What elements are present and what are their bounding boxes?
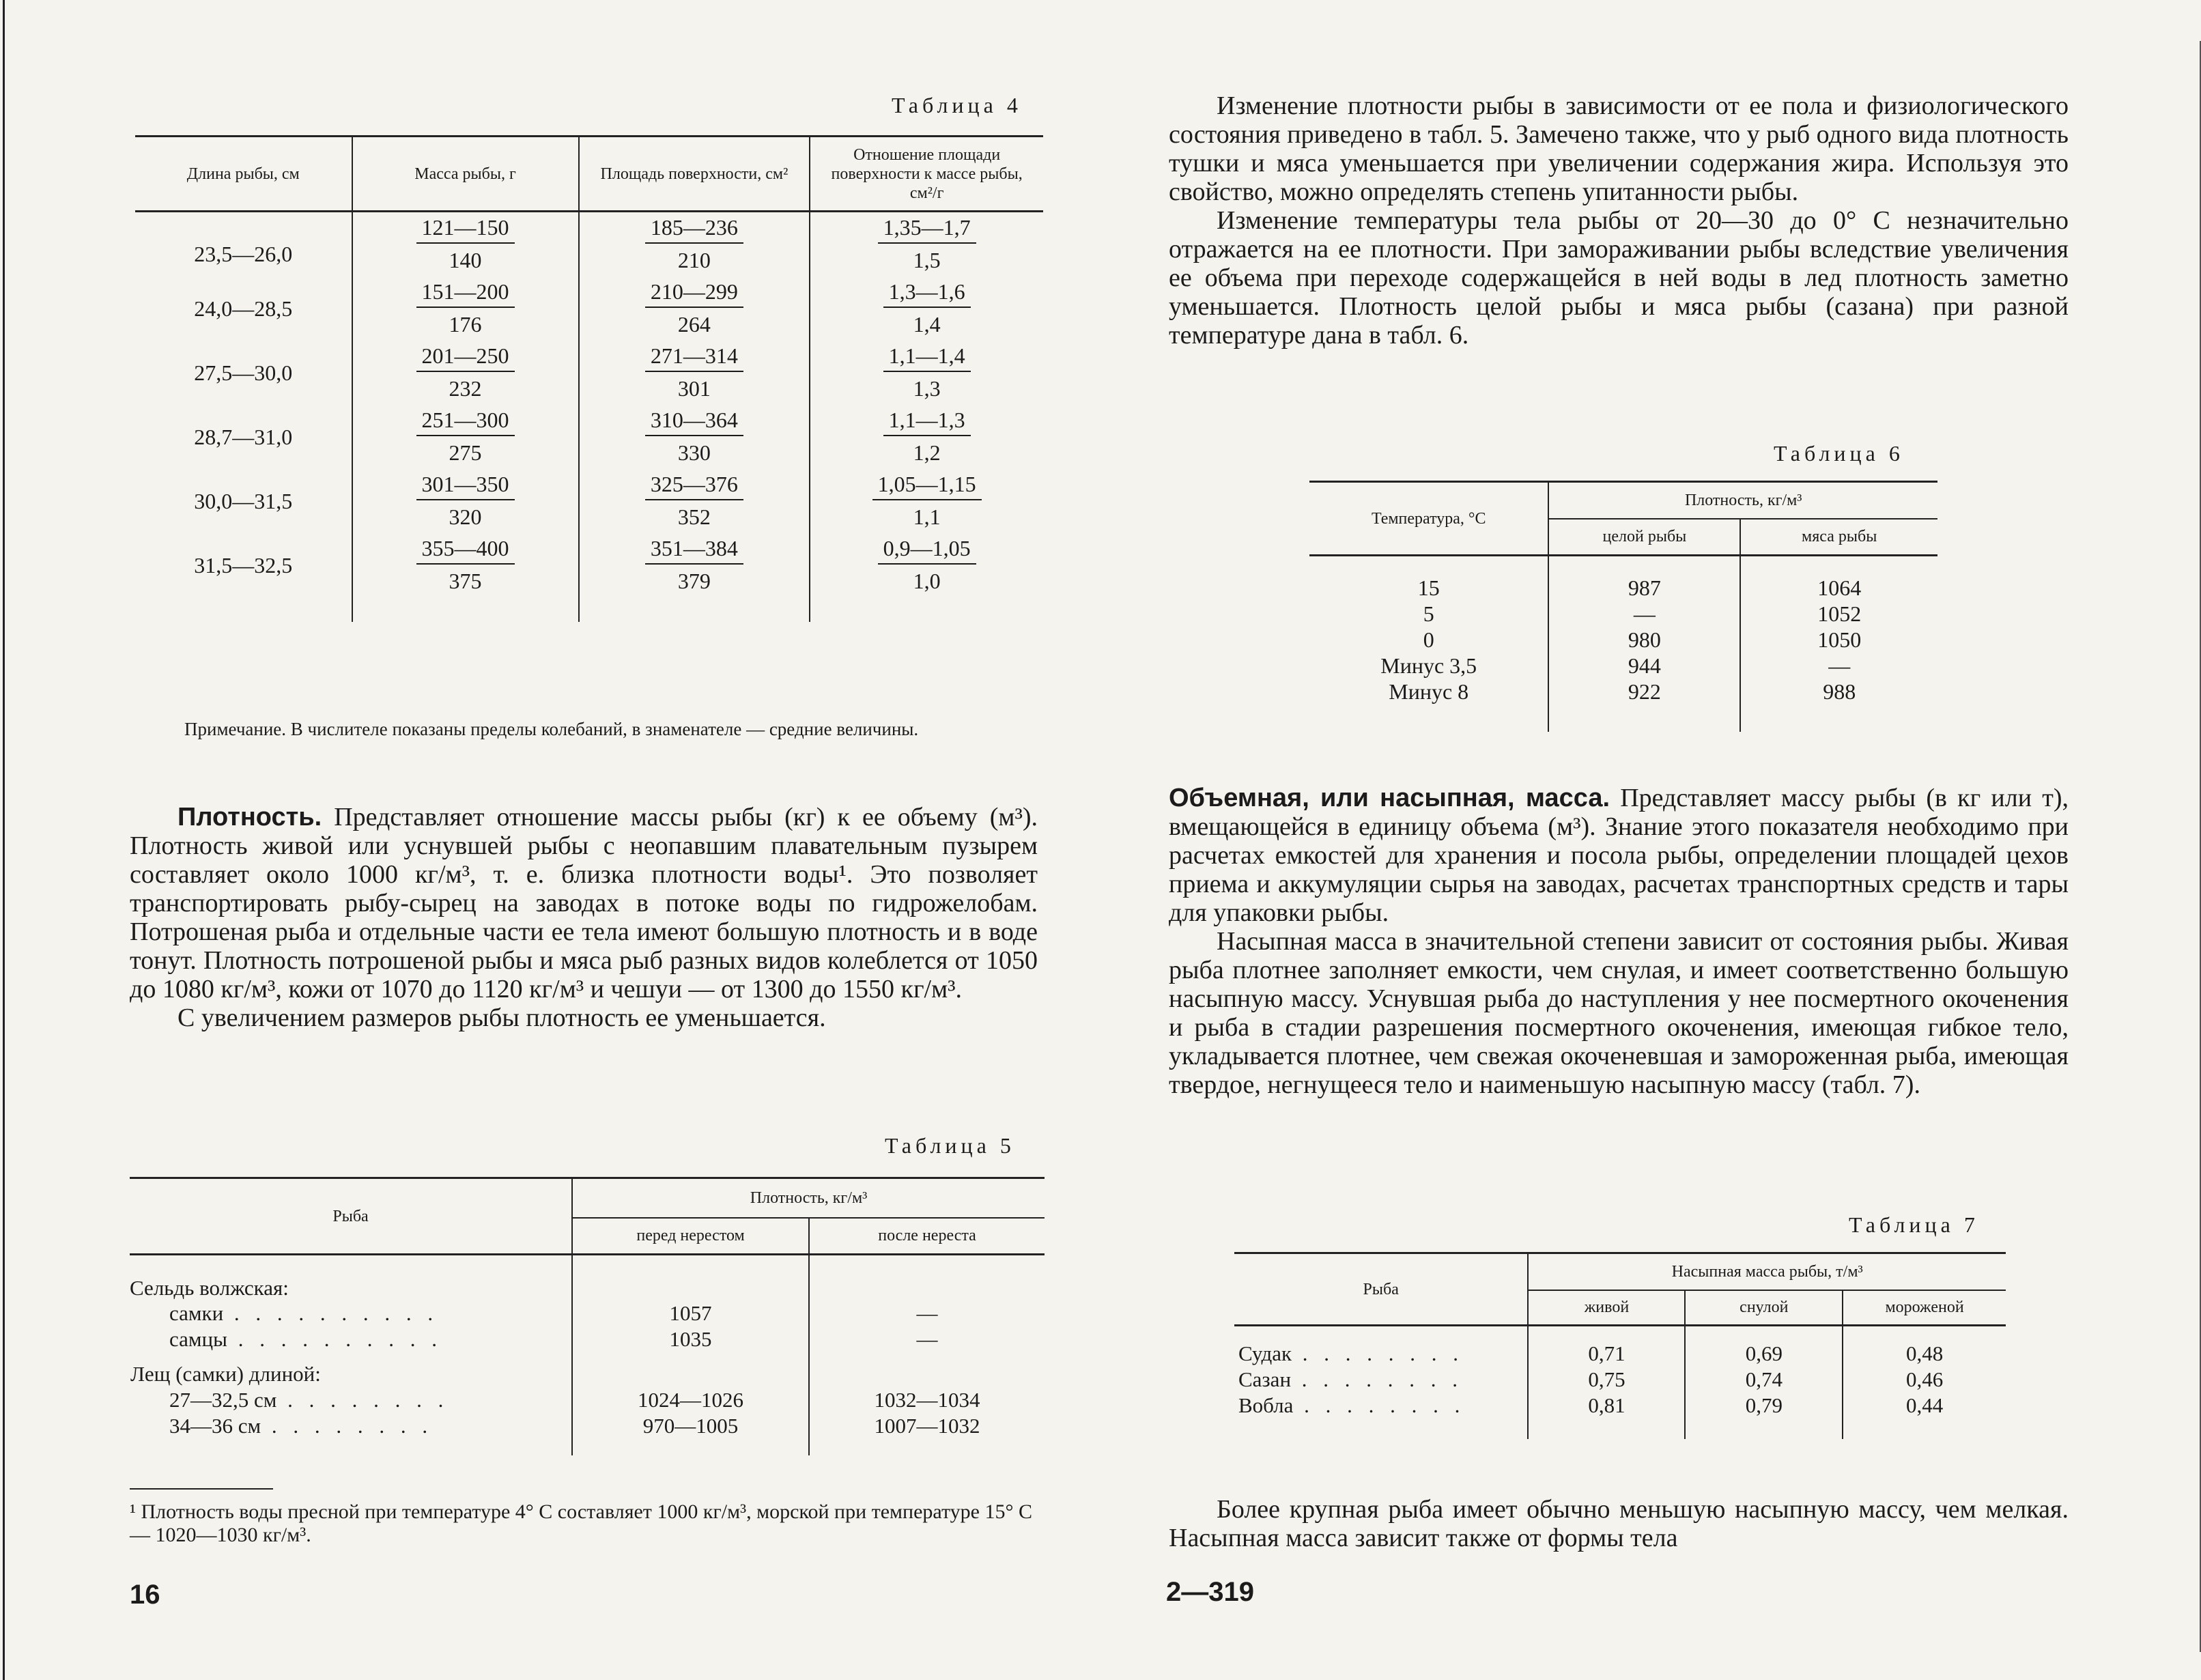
density-title: Плотность.: [178, 803, 322, 831]
table7-caption: Таблица 7: [1849, 1212, 1979, 1237]
t4-ratio-mean: 1,0: [913, 569, 941, 593]
t7-header-dead: снулой: [1685, 1290, 1843, 1326]
t4-ratio: [810, 341, 1043, 405]
t6-meat: 988: [1823, 679, 1856, 704]
t5-header-before: перед нерестом: [572, 1218, 809, 1255]
t4-ratio: [810, 212, 1043, 277]
t5-cell: 1057: [572, 1300, 809, 1326]
footnote: ¹ Плотность воды пресной при температуре 4° С составляет 1000 кг/м³, морской при температуре 15° С — 1020—1030 кг/м³.: [130, 1500, 1032, 1546]
t7-live: 0,81: [1528, 1393, 1685, 1419]
t5-cell: 1035: [572, 1326, 809, 1352]
t6-temp: Минус 8: [1309, 679, 1548, 704]
t5-cell: 1032—1034: [874, 1388, 980, 1412]
t4-area-mean: 352: [677, 504, 711, 529]
bulk-p2: Насыпная масса в значительной степени зависит от состояния рыбы. Живая рыба плотнее заполняет емкости, чем снулая, и имеет соответственно большую насыпную массу. Уснувшая рыба до наступления у нее посмертного окоченения и рыба в стадии разрешения посмертного окоченения, имеющая гибкое тело, укладывается плотнее, чем свежая окоченевшая и замороженная рыба, имеющая твердое, негнущееся тело и наименьшую насыпную массу (табл. 7).: [1169, 927, 2069, 1099]
t4-area: [579, 341, 810, 405]
t4-mass-range: 201—250: [416, 341, 515, 372]
table-row: [1309, 556, 1937, 601]
t4-mass: [352, 405, 579, 469]
bulk-p1: Представляет массу рыбы (в кг или т), вмещающейся в единицу объема (м³). Знание этого показателя необходимо при расчетах емкостей для хранения и посола рыбы, определении площадей цехов приема и аккумуляции сырья на заводах, расчетах транспортных средств и тары для упаковки рыбы.: [1169, 784, 2069, 927]
t4-ratio: [810, 405, 1043, 469]
bulk-title: Объемная, или насыпная, масса.: [1169, 784, 1610, 812]
t5-row-name: 34—36 см: [169, 1414, 261, 1438]
page-number: 16: [130, 1580, 160, 1610]
table4-note: Примечание. В числителе показаны пределы колебаний, в знаменателе — средние величины.: [184, 719, 919, 739]
t6-temp: 5: [1309, 601, 1548, 627]
signature-mark: 2—319: [1166, 1577, 1254, 1607]
t5-header-after: после нереста: [878, 1227, 976, 1245]
t4-area-range: 271—314: [645, 341, 743, 372]
t4-ratio: [810, 276, 1043, 341]
table4: [135, 135, 1043, 622]
table5-caption: Таблица 5: [885, 1133, 1015, 1158]
t4-ratio: [810, 533, 1043, 597]
t7-header-mass: Насыпная масса рыбы, т/м³: [1528, 1253, 2006, 1290]
t6-temp: 15: [1309, 556, 1548, 601]
table-row: [135, 405, 1043, 469]
t4-area-mean: 379: [677, 569, 711, 593]
t6-temp: 0: [1309, 627, 1548, 653]
t6-whole: 922: [1548, 679, 1740, 704]
t4-header-mass: Масса рыбы, г: [352, 137, 579, 212]
table5: Рыба Плотность, кг/м³ перед нерестом после нереста Сельдь волжская: самки . . . . . . . . . . 1057 — самцы . . . . . . . . . . 1035 — Лещ (самки) длиной: 27—32,5 см . . . . . . . . 1024—1026 1032—1034 34—36 см . . . . . . . . 970—1005 1007—1032: [130, 1177, 1045, 1455]
t4-mass-mean: 232: [449, 376, 482, 401]
t4-area-mean: 301: [677, 376, 711, 401]
table-row: [1309, 679, 1937, 704]
t4-area-range: 325—376: [645, 469, 743, 500]
t5-cell: —: [916, 1301, 938, 1325]
t4-ratio-range: 1,1—1,3: [883, 405, 971, 436]
t6-header-temp: Температура, °С: [1309, 482, 1548, 556]
t7-frozen: 0,48: [1905, 1341, 1944, 1365]
table6-caption: Таблица 6: [1774, 441, 1904, 466]
t4-area-range: 310—364: [645, 405, 743, 436]
t7-dead: 0,69: [1685, 1326, 1843, 1367]
t4-mass: [352, 341, 579, 405]
t4-area-mean: 264: [677, 312, 711, 337]
table-row: [135, 212, 1043, 277]
right-last-paragraph: [1169, 1495, 2069, 1552]
t6-meat: 1050: [1817, 627, 1862, 652]
t5-header-density: Плотность, кг/м³: [572, 1178, 1045, 1218]
t6-header-meat: мяса рыбы: [1802, 528, 1877, 546]
t7-fish-name: Судак: [1238, 1341, 1292, 1365]
t7-live: 0,75: [1528, 1367, 1685, 1393]
t4-mass-mean: 375: [449, 569, 482, 593]
t4-area: [579, 533, 810, 597]
t7-fish: Вобла . . . . . . . .: [1234, 1393, 1528, 1419]
right-p2: Изменение температуры тела рыбы от 20—30 до 0° С незначительно отражается на ее плотности. При замораживании рыбы вследствие увеличения ее объема при переходе содержащейся в ней воды в лед плотность заметно уменьшается. Плотность целой рыбы и мяса рыбы (сазана) при разной температуре дана в табл. 6.: [1169, 206, 2069, 350]
table-row: [135, 469, 1043, 533]
t5-group-bream: Лещ (самки) длиной:: [130, 1352, 572, 1387]
t4-ratio-mean: 1,2: [913, 440, 941, 465]
t4-mass-range: 251—300: [416, 405, 515, 436]
t6-header-whole: целой рыбы: [1548, 519, 1740, 556]
footnote-rule: [130, 1488, 273, 1490]
t4-header-length: Длина рыбы, см: [135, 137, 352, 212]
table4-caption: Таблица 4: [892, 93, 1022, 117]
t4-header-area: Площадь поверхности, см²: [579, 137, 810, 212]
t4-area-mean: 210: [677, 248, 711, 272]
t4-ratio-mean: 1,5: [913, 248, 941, 272]
t5-cell: 1007—1032: [874, 1414, 980, 1438]
t4-area: [579, 212, 810, 277]
table7: [1234, 1252, 2006, 1439]
binding-edge: [3, 0, 5, 1680]
t4-ratio-range: 1,1—1,4: [883, 341, 971, 372]
t4-length: 30,0—31,5: [135, 469, 352, 533]
t4-ratio-range: 1,3—1,6: [883, 276, 971, 308]
t7-fish: Судак . . . . . . . .: [1234, 1326, 1528, 1367]
t4-mass-range: 355—400: [416, 533, 515, 565]
t4-mass-mean: 275: [449, 440, 482, 465]
table-row: [1309, 601, 1937, 627]
bulk-section: [1169, 784, 2069, 1099]
density-section: [130, 803, 1038, 1032]
t4-mass: [352, 533, 579, 597]
table-row: [1234, 1367, 2006, 1393]
t7-dead: 0,74: [1685, 1367, 1843, 1393]
table6: [1309, 481, 1937, 732]
t6-meat: 1064: [1817, 575, 1862, 600]
t5-row-name: самки: [169, 1301, 224, 1325]
t4-mass: [352, 212, 579, 277]
t4-ratio-mean: 1,3: [913, 376, 941, 401]
table-row: [1309, 627, 1937, 653]
t4-mass: [352, 276, 579, 341]
t4-area: [579, 405, 810, 469]
t7-frozen: 0,44: [1905, 1393, 1944, 1417]
t6-temp: Минус 3,5: [1309, 653, 1548, 679]
t4-mass-range: 301—350: [416, 469, 515, 500]
t7-dead: 0,79: [1685, 1393, 1843, 1419]
t7-fish-name: Сазан: [1238, 1367, 1292, 1391]
right-page: [1100, 0, 2201, 1680]
t4-ratio-mean: 1,1: [913, 504, 941, 529]
right-p1: Изменение плотности рыбы в зависимости от ее пола и физиологического состояния приведено в табл. 5. Замечено также, что у рыб одного вида плотность тушки и мяса уменьшается при увеличении содержания жира. Используя это свойство, можно определять степень упитанности рыбы.: [1169, 91, 2069, 206]
t4-length: 24,0—28,5: [135, 276, 352, 341]
t6-whole: 987: [1548, 556, 1740, 601]
t6-whole: 944: [1548, 653, 1740, 679]
t7-header-fish: Рыба: [1234, 1253, 1528, 1326]
t4-area: [579, 276, 810, 341]
t4-header-ratio: Отношение площади поверхности к массе рыбы, см²/г: [831, 145, 1023, 202]
t4-mass: [352, 469, 579, 533]
t7-frozen: 0,46: [1905, 1367, 1944, 1391]
t4-area-mean: 330: [677, 440, 711, 465]
t7-live: 0,71: [1528, 1326, 1685, 1367]
t4-ratio-range: 1,35—1,7: [878, 212, 976, 244]
table-row: [135, 276, 1043, 341]
t4-ratio: [810, 469, 1043, 533]
right-intro: [1169, 91, 2069, 350]
t4-area: [579, 469, 810, 533]
t4-area-range: 185—236: [645, 212, 743, 244]
t5-row-name: 27—32,5 см: [169, 1388, 277, 1412]
t6-whole: 980: [1548, 627, 1740, 653]
t4-length: 23,5—26,0: [135, 212, 352, 277]
t5-header-fish: Рыба: [130, 1178, 572, 1255]
t4-mass-range: 151—200: [416, 276, 515, 308]
t4-mass-mean: 140: [449, 248, 482, 272]
t4-area-range: 210—299: [645, 276, 743, 308]
t4-area-range: 351—384: [645, 533, 743, 565]
table-row: [135, 341, 1043, 405]
t4-mass-range: 121—150: [416, 212, 515, 244]
t4-length: 28,7—31,0: [135, 405, 352, 469]
t7-fish-name: Вобла: [1238, 1393, 1294, 1417]
t5-group-herring: Сельдь волжская:: [130, 1255, 572, 1301]
density-p2: С увеличением размеров рыбы плотность ее уменьшается.: [178, 1003, 826, 1032]
t6-whole: —: [1548, 601, 1740, 627]
t5-cell: 970—1005: [572, 1413, 809, 1455]
t4-mass-mean: 320: [449, 504, 482, 529]
t4-length: 27,5—30,0: [135, 341, 352, 405]
t7-header-live: живой: [1528, 1290, 1685, 1326]
table-row: [1234, 1326, 2006, 1367]
density-p1: Представляет отношение массы рыбы (кг) к ее объему (м³). Плотность живой или уснувшей рыбы с неопавшим плавательным пузырем составляет около 1000 кг/м³, т. е. близка плотности воды¹. Это позволяет транспортировать рыбу-сырец на заводах в потоке воды по гидрожелобам. Потрошеная рыба и отдельные части ее тела имеют большую плотность и в воде тонут. Плотность потрошеной рыбы и мяса рыб разных видов колеблется от 1050 до 1080 кг/м³, кожи от 1070 до 1120 кг/м³ и чешуи — от 1300 до 1550 кг/м³.: [130, 803, 1038, 1003]
t4-ratio-range: 1,05—1,15: [872, 469, 982, 500]
right-p-last: Более крупная рыба имеет обычно меньшую насыпную массу, чем мелкая. Насыпная масса зависит также от формы тела: [1169, 1495, 2069, 1552]
t7-fish: Сазан . . . . . . . .: [1234, 1367, 1528, 1393]
t4-ratio-range: 0,9—1,05: [878, 533, 976, 565]
t5-row-name: самцы: [169, 1327, 227, 1351]
t6-meat: —: [1828, 653, 1851, 678]
t4-length: 31,5—32,5: [135, 533, 352, 597]
t4-mass-mean: 176: [449, 312, 482, 337]
table-row: [1234, 1393, 2006, 1419]
t6-meat: 1052: [1817, 601, 1862, 626]
left-page: [0, 0, 1100, 1680]
table-row: [1309, 653, 1937, 679]
t4-ratio-mean: 1,4: [913, 312, 941, 337]
t6-header-density: Плотность, кг/м³: [1548, 482, 1937, 519]
t7-header-frozen: мороженой: [1885, 1298, 1964, 1317]
t5-cell: 1024—1026: [572, 1387, 809, 1413]
t5-cell: —: [916, 1327, 938, 1351]
table-row: [135, 533, 1043, 597]
